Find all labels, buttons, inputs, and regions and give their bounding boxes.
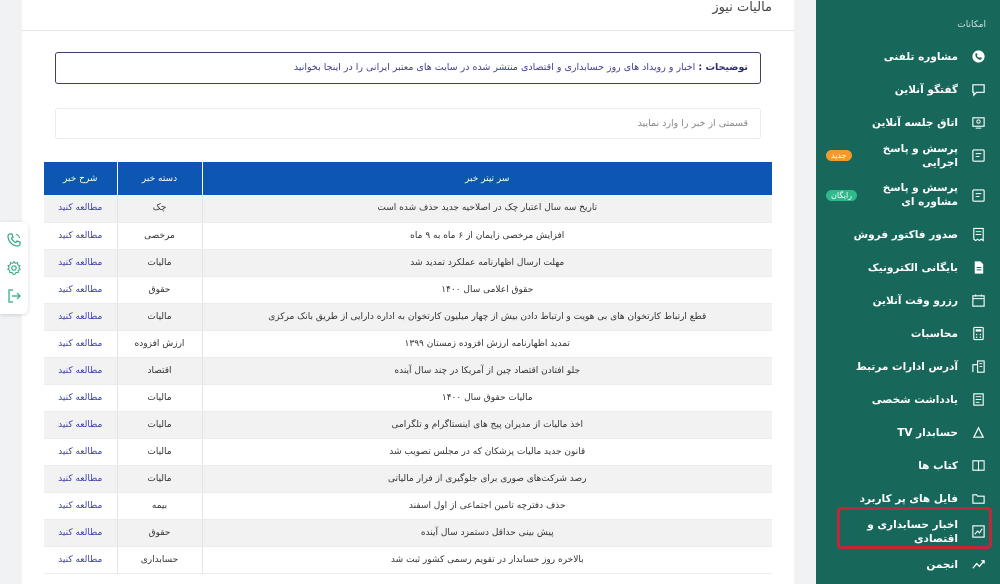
news-title-cell: پیش بینی حداقل دستمزد سال آینده — [202, 519, 772, 546]
header-category: دسته خبر — [117, 162, 202, 195]
news-search-input[interactable] — [55, 108, 761, 139]
news-icon — [970, 524, 986, 540]
news-category-cell: اقتصاد — [117, 357, 202, 384]
read-more-link[interactable]: مطالعه کنید — [44, 276, 117, 303]
forum-icon — [970, 557, 986, 573]
sidebar-item-label: آدرس ادارات مرتبط — [855, 360, 958, 373]
qa-icon — [970, 187, 986, 203]
news-category-cell: چک — [117, 195, 202, 222]
sidebar-item-label: اخبار حسابداری و اقتصادی — [867, 518, 958, 545]
whatsapp-icon — [970, 49, 986, 65]
read-more-link[interactable]: مطالعه کنید — [44, 546, 117, 573]
news-title-cell: قانون جدید مالیات پزشکان که در مجلس تصویب شد — [202, 438, 772, 465]
sidebar-menu — [816, 40, 1000, 581]
news-category-cell: مالیات — [117, 249, 202, 276]
archive-icon — [970, 260, 986, 276]
news-title-cell: قطع ارتباط کارتخوان های بی هویت و ارتباط دادن بیش از چهار میلیون کارتخوان به اداره دارایی از طریق بانک مرکزی — [202, 303, 772, 330]
news-title-cell: بالاخره روز حسابدار در تقویم رسمی کشور ثبت شد — [202, 546, 772, 573]
table-row — [44, 249, 772, 276]
sidebar-item-label: فایل های پر کاربرد — [859, 492, 958, 505]
news-title-cell: مهلت ارسال اظهارنامه عملکرد تمدید شد — [202, 249, 772, 276]
news-category-cell: بیمه — [117, 492, 202, 519]
news-title-cell: اخذ مالیات از مدیران پیج های اینستاگرام و تلگرامی — [202, 411, 772, 438]
news-category-cell: حسابداری — [117, 546, 202, 573]
sidebar-item-label: بایگانی الکترونیک — [867, 261, 958, 274]
sidebar-item-label: حسابدار TV — [897, 426, 958, 439]
sidebar-item-book[interactable] — [816, 449, 1000, 482]
news-category-cell: حقوق — [117, 276, 202, 303]
sidebar-item-whatsapp[interactable] — [816, 40, 1000, 73]
table-row — [44, 438, 772, 465]
tv-icon — [970, 425, 986, 441]
read-more-link[interactable]: مطالعه کنید — [44, 330, 117, 357]
read-more-link[interactable]: مطالعه کنید — [44, 384, 117, 411]
sidebar-item-qa[interactable] — [816, 172, 1000, 218]
sidebar-item-address[interactable] — [816, 350, 1000, 383]
news-table — [44, 162, 772, 574]
news-category-cell: مالیات — [117, 465, 202, 492]
sidebar-item-label: انجمن — [926, 558, 958, 571]
sidebar-item-label: پرسش و پاسخ مشاوره ای — [882, 182, 958, 208]
chat-icon — [970, 82, 986, 98]
table-row — [44, 357, 772, 384]
news-category-cell: مرخصی — [117, 222, 202, 249]
news-title-cell: مالیات حقوق سال ۱۴۰۰ — [202, 384, 772, 411]
table-row — [44, 222, 772, 249]
news-category-cell: مالیات — [117, 411, 202, 438]
floating-toolbar — [0, 222, 28, 314]
news-title-cell: تمدید اظهارنامه ارزش افزوده زمستان ۱۳۹۹ — [202, 330, 772, 357]
table-row — [44, 546, 772, 573]
news-category-cell: مالیات — [117, 438, 202, 465]
sidebar-item-qa[interactable] — [816, 139, 1000, 172]
main-panel — [22, 0, 794, 584]
sidebar-item-meeting[interactable] — [816, 106, 1000, 139]
table-row — [44, 411, 772, 438]
news-category-cell: ارزش افزوده — [117, 330, 202, 357]
read-more-link[interactable]: مطالعه کنید — [44, 357, 117, 384]
table-row — [44, 330, 772, 357]
sidebar-item-label: رزرو وقت آنلاین — [872, 294, 958, 307]
file-icon — [970, 491, 986, 507]
title-divider — [22, 30, 794, 31]
read-more-link[interactable]: مطالعه کنید — [44, 519, 117, 546]
invoice-icon — [970, 227, 986, 243]
read-more-link[interactable]: مطالعه کنید — [44, 222, 117, 249]
support-phone-icon[interactable] — [6, 232, 22, 248]
sidebar-item-calculator[interactable] — [816, 317, 1000, 350]
description-text: اخبار و رویداد های روز حسابداری و اقتصادی منتشر شده در سایت های معتبر ایرانی را در اینجا بخوانید — [293, 62, 696, 73]
read-more-link[interactable]: مطالعه کنید — [44, 195, 117, 222]
news-category-cell: مالیات — [117, 303, 202, 330]
table-header-row — [44, 162, 772, 195]
news-title-cell: حقوق اعلامی سال ۱۴۰۰ — [202, 276, 772, 303]
table-row — [44, 384, 772, 411]
sidebar-item-file[interactable] — [816, 482, 1000, 515]
sidebar-item-chat[interactable] — [816, 73, 1000, 106]
news-title-cell: رصد شرکت‌های صوری برای جلوگیری از فرار مالیاتی — [202, 465, 772, 492]
sidebar — [816, 0, 1000, 584]
news-title-cell: جلو افتادن اقتصاد چین از آمریکا در چند سال آینده — [202, 357, 772, 384]
read-more-link[interactable]: مطالعه کنید — [44, 303, 117, 330]
sidebar-item-forum[interactable] — [816, 548, 1000, 581]
sidebar-item-label: صدور فاکتور فروش — [853, 228, 958, 241]
table-row — [44, 519, 772, 546]
news-title-cell: تاریخ سه سال اعتبار چک در اصلاحیه جدید حذف شده است — [202, 195, 772, 222]
sidebar-badge: رایگان — [826, 190, 857, 201]
sidebar-item-label: محاسبات — [910, 327, 958, 340]
header-title: سر تیتر خبر — [202, 162, 772, 195]
read-more-link[interactable]: مطالعه کنید — [44, 492, 117, 519]
book-icon — [970, 458, 986, 474]
sidebar-item-calendar[interactable] — [816, 284, 1000, 317]
sidebar-item-label: پرسش و پاسخ اجرایی — [882, 142, 958, 169]
sidebar-item-archive[interactable] — [816, 251, 1000, 284]
description-box — [55, 52, 761, 84]
table-row — [44, 465, 772, 492]
news-category-cell: حقوق — [117, 519, 202, 546]
read-more-link[interactable]: مطالعه کنید — [44, 465, 117, 492]
description-label: توضیحات : — [698, 62, 748, 73]
news-title-cell: حذف دفترچه تامین اجتماعی از اول اسفند — [202, 492, 772, 519]
calculator-icon — [970, 326, 986, 342]
sidebar-item-news[interactable] — [816, 515, 1000, 548]
address-icon — [970, 359, 986, 375]
sidebar-item-label: گفتگو آنلاین — [894, 83, 958, 96]
page-title: مالیات نیوز — [712, 0, 772, 15]
sidebar-item-tv[interactable] — [816, 416, 1000, 449]
read-more-link[interactable]: مطالعه کنید — [44, 249, 117, 276]
read-more-link[interactable]: مطالعه کنید — [44, 411, 117, 438]
table-row — [44, 303, 772, 330]
table-row — [44, 492, 772, 519]
sidebar-item-label: کتاب ها — [918, 459, 958, 472]
qa-icon — [970, 148, 986, 164]
sidebar-badge: جدید — [826, 150, 852, 161]
news-category-cell: مالیات — [117, 384, 202, 411]
table-row — [44, 195, 772, 222]
meeting-icon — [970, 115, 986, 131]
news-title-cell: افزایش مرخصی زایمان از ۶ ماه به ۹ ماه — [202, 222, 772, 249]
sidebar-item-label: مشاوره تلفنی — [883, 50, 958, 63]
table-row — [44, 276, 772, 303]
settings-gear-icon[interactable] — [6, 260, 22, 276]
sidebar-section-label: امکانات — [957, 20, 986, 30]
sidebar-item-label: اتاق جلسه آنلاین — [872, 116, 958, 129]
sidebar-item-note[interactable] — [816, 383, 1000, 416]
note-icon — [970, 392, 986, 408]
sidebar-item-invoice[interactable] — [816, 218, 1000, 251]
logout-icon[interactable] — [6, 288, 22, 304]
read-more-link[interactable]: مطالعه کنید — [44, 438, 117, 465]
header-description: شرح خبر — [44, 162, 117, 195]
calendar-icon — [970, 293, 986, 309]
sidebar-item-label: یادداشت شخصی — [871, 393, 958, 406]
